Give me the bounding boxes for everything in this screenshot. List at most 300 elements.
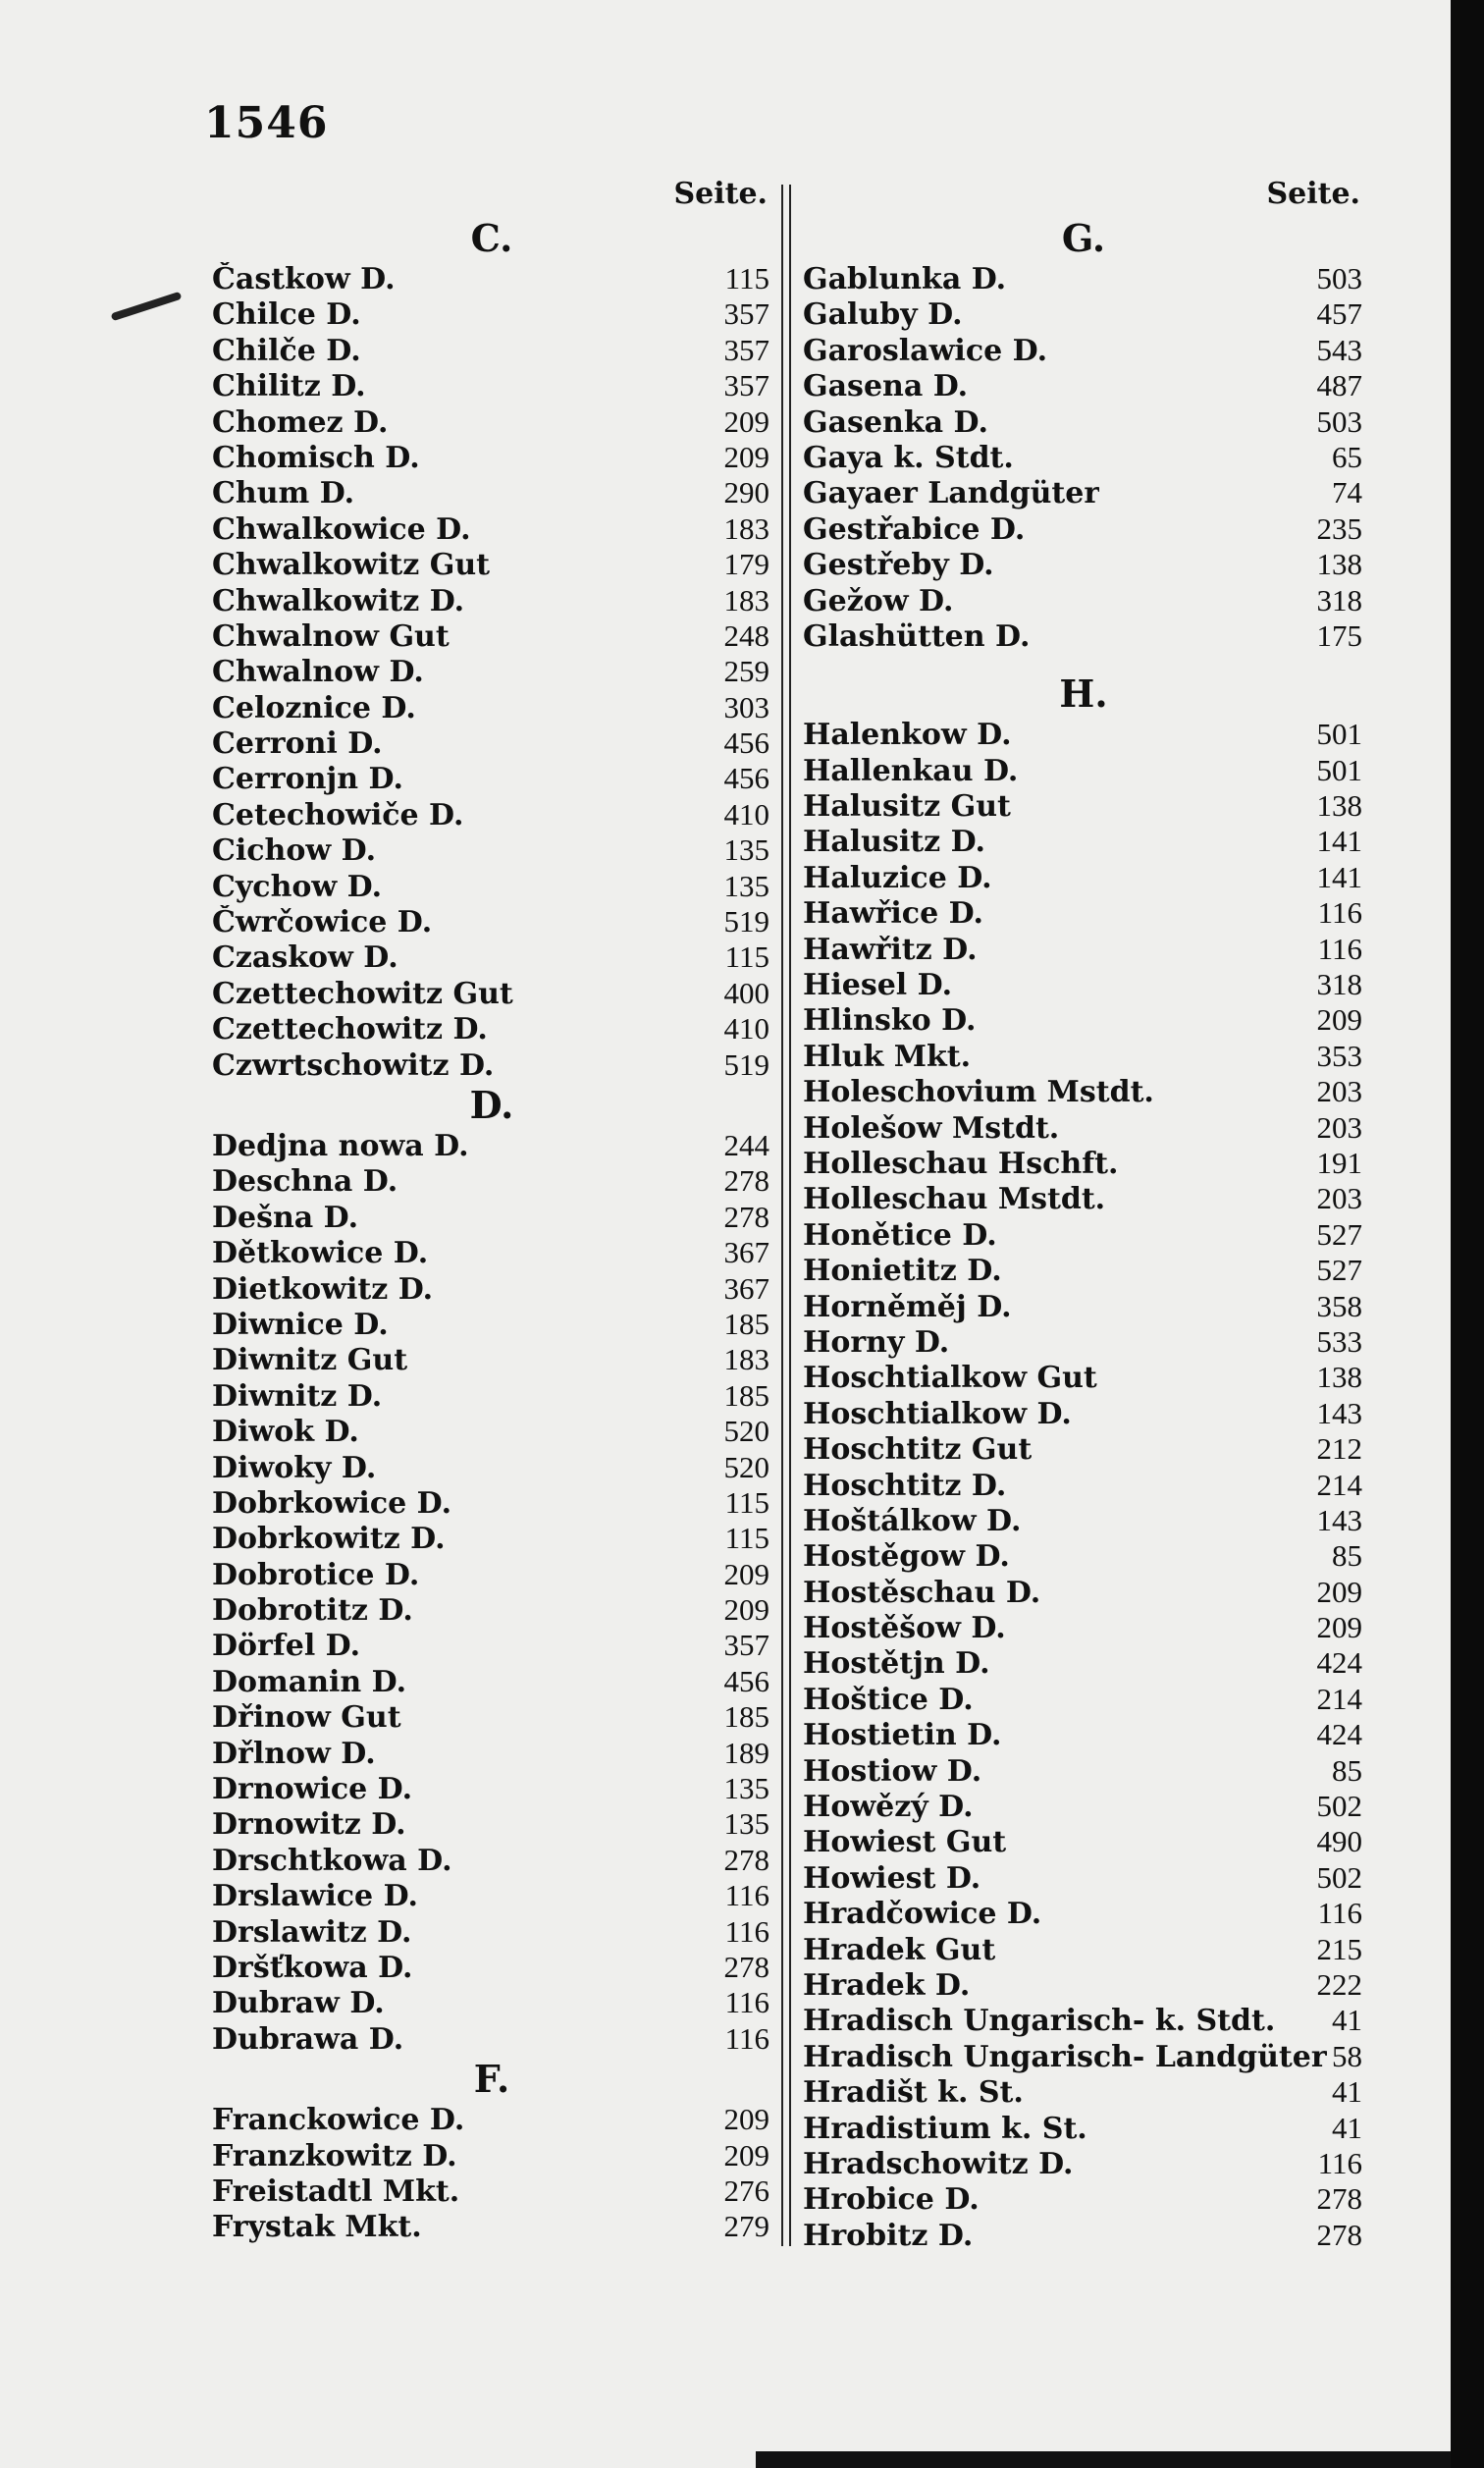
entry-page: 143 — [1316, 1395, 1362, 1430]
entry-name: Hoštice D. — [803, 1682, 974, 1717]
index-entry — [803, 583, 1364, 618]
index-entry — [212, 1592, 771, 1628]
entry-page: 357 — [723, 296, 769, 332]
entry-name: Hradisch Ungarisch- Landgüter — [803, 2039, 1327, 2074]
entry-page: 457 — [1316, 296, 1362, 332]
entry-name: Drnowitz D. — [212, 1807, 406, 1843]
entry-page: 41 — [1332, 2003, 1362, 2038]
entry-name: Dörfel D. — [212, 1629, 361, 1664]
index-entry — [212, 761, 771, 796]
index-entry — [212, 869, 771, 904]
entry-page: 501 — [1316, 752, 1362, 787]
index-entry — [803, 1146, 1364, 1181]
entry-page: 278 — [723, 1842, 769, 1877]
entry-page: 41 — [1332, 2110, 1362, 2145]
entry-page: 203 — [1316, 1074, 1362, 1109]
index-entry — [212, 1485, 771, 1521]
entry-name: Hostětjn D. — [803, 1646, 990, 1682]
entry-name: Hradistium k. St. — [803, 2111, 1087, 2146]
entry-name: Franzkowitz D. — [212, 2138, 457, 2173]
entry-name: Drslawice D. — [212, 1879, 418, 1914]
entry-name: Hradek Gut — [803, 1932, 996, 1967]
entry-name: Chwalnow D. — [212, 655, 424, 690]
entry-page: 456 — [723, 761, 769, 796]
entry-page: 367 — [723, 1235, 769, 1270]
entry-name: Diwnice D. — [212, 1307, 389, 1342]
index-entry — [803, 1645, 1364, 1681]
entry-name: Častkow D. — [212, 262, 396, 296]
left-column — [212, 177, 771, 2245]
entry-name: Hoštálkow D. — [803, 1503, 1022, 1538]
index-entry — [212, 1414, 771, 1449]
index-entry — [803, 1431, 1364, 1467]
index-entry — [212, 511, 771, 547]
entry-name: Hawřice D. — [803, 896, 983, 932]
entry-name: Holeschovium Mstdt. — [803, 1075, 1154, 1110]
entry-page: 353 — [1316, 1038, 1362, 1073]
entry-name: Dubrawa D. — [212, 2021, 404, 2057]
index-entry — [803, 1717, 1364, 1752]
index-entry — [803, 717, 1364, 752]
entry-page: 235 — [1316, 510, 1362, 546]
entry-page: 65 — [1332, 439, 1362, 474]
entry-name: Gablunka D. — [803, 262, 1007, 296]
index-entry — [212, 939, 771, 975]
right-column — [803, 177, 1364, 2253]
entry-name: Drnowice D. — [212, 1772, 413, 1807]
entry-name: Halenkow D. — [803, 718, 1012, 753]
index-entry — [803, 1860, 1364, 1896]
index-entry — [212, 261, 771, 296]
entry-name: Hrobitz D. — [803, 2218, 974, 2253]
entry-name: Hostěšow D. — [803, 1611, 1006, 1646]
entry-name: Hoschtitz Gut — [803, 1432, 1033, 1468]
index-entry — [803, 1538, 1364, 1574]
entry-page: 189 — [723, 1735, 769, 1770]
column-divider — [781, 185, 791, 2246]
index-entry — [212, 690, 771, 725]
entry-name: Cerroni D. — [212, 726, 383, 762]
entry-name: Haluzice D. — [803, 860, 992, 895]
entry-name: Hradschowitz D. — [803, 2146, 1074, 2181]
entry-name: Czettechowitz Gut — [212, 976, 513, 1011]
entry-page: 519 — [723, 904, 769, 939]
index-entry — [212, 2173, 771, 2209]
entry-page: 279 — [723, 2209, 769, 2244]
entry-name: Chilče D. — [212, 333, 361, 368]
index-entry — [212, 1914, 771, 1950]
left-column-header: Seite. — [673, 177, 768, 211]
index-entry — [803, 824, 1364, 859]
entry-page: 358 — [1316, 1288, 1362, 1323]
index-entry — [212, 1307, 771, 1342]
entry-name: Gaya k. Stdt. — [803, 440, 1014, 475]
index-entry — [212, 976, 771, 1011]
entry-name: Gasenka D. — [803, 404, 988, 440]
entry-page: 115 — [724, 1484, 769, 1520]
index-entry — [803, 1360, 1364, 1395]
index-entry — [803, 333, 1364, 368]
index-entry — [212, 1985, 771, 2020]
entry-name: Dřlnow D. — [212, 1736, 376, 1771]
entry-page: 318 — [1316, 582, 1362, 617]
index-entry — [212, 797, 771, 832]
index-entry — [803, 2074, 1364, 2110]
entry-page: 400 — [723, 975, 769, 1010]
entry-name: Dietkowitz D. — [212, 1271, 434, 1307]
index-entry — [803, 475, 1364, 510]
entry-name: Gestřabice D. — [803, 511, 1026, 547]
index-entry — [212, 1450, 771, 1485]
index-entry — [803, 2111, 1364, 2146]
index-entry — [212, 654, 771, 689]
index-entry — [803, 261, 1364, 296]
entry-page: 209 — [1316, 1002, 1362, 1038]
index-entry — [212, 368, 771, 403]
entry-page: 135 — [723, 832, 769, 868]
entry-name: Čwrčowice D. — [212, 905, 433, 940]
entry-name: Diwok D. — [212, 1415, 359, 1450]
index-entry — [803, 1002, 1364, 1038]
entry-page: 209 — [1316, 1610, 1362, 1645]
entry-page: 116 — [1317, 2145, 1362, 2180]
entry-page: 248 — [723, 617, 769, 653]
entry-name: Chwalkowitz Gut — [212, 548, 490, 583]
entry-name: Drslawitz D. — [212, 1914, 412, 1950]
entry-page: 278 — [723, 1949, 769, 1984]
entry-name: Cetechowiče D. — [212, 797, 464, 832]
index-entry — [803, 1074, 1364, 1109]
index-entry — [803, 1039, 1364, 1074]
page-edge — [1451, 0, 1484, 2468]
entry-page: 141 — [1316, 859, 1362, 894]
entry-page: 259 — [723, 654, 769, 689]
entry-name: Halusitz Gut — [803, 789, 1011, 825]
entry-page: 490 — [1316, 1824, 1362, 1859]
index-entry — [212, 1047, 771, 1083]
index-entry — [212, 404, 771, 440]
entry-name: Cychow D. — [212, 869, 383, 904]
entry-name: Drschtkowa D. — [212, 1843, 452, 1878]
entry-page: 116 — [1317, 1896, 1362, 1931]
entry-page: 209 — [723, 439, 769, 474]
entry-page: 367 — [723, 1270, 769, 1306]
section-letter: F. — [473, 2057, 510, 2102]
entry-name: Chilitz D. — [212, 369, 366, 404]
entry-page: 116 — [724, 1985, 769, 2020]
entry-page: 357 — [723, 332, 769, 367]
index-entry — [803, 1324, 1364, 1360]
pencil-mark — [111, 292, 183, 321]
entry-page: 138 — [1316, 1360, 1362, 1395]
entry-page: 456 — [723, 1663, 769, 1698]
entry-page: 501 — [1316, 717, 1362, 752]
index-entry — [803, 1289, 1364, 1324]
index-entry — [212, 583, 771, 618]
index-entry — [212, 2102, 771, 2137]
index-entry — [212, 1271, 771, 1307]
index-entry — [212, 1557, 771, 1592]
index-entry — [212, 1878, 771, 1913]
entry-page: 135 — [723, 1806, 769, 1842]
entry-page: 410 — [723, 1011, 769, 1046]
entry-name: Hostěschau D. — [803, 1575, 1041, 1610]
entry-name: Horny D. — [803, 1324, 950, 1360]
entry-page: 527 — [1316, 1253, 1362, 1288]
entry-page: 214 — [1316, 1681, 1362, 1716]
entry-page: 424 — [1316, 1717, 1362, 1752]
index-entry — [803, 932, 1364, 967]
entry-page: 303 — [723, 689, 769, 724]
index-entry — [212, 1011, 771, 1046]
index-entry — [803, 511, 1364, 547]
entry-page: 543 — [1316, 332, 1362, 367]
entry-page: 203 — [1316, 1181, 1362, 1216]
index-entry — [803, 967, 1364, 1002]
entry-name: Celoznice D. — [212, 690, 416, 725]
entry-page: 215 — [1316, 1931, 1362, 1966]
entry-name: Diwoky D. — [212, 1450, 377, 1485]
entry-name: Dršťkowa D. — [212, 1950, 413, 1985]
entry-page: 290 — [723, 475, 769, 510]
entry-page: 212 — [1316, 1431, 1362, 1467]
index-entry — [803, 1110, 1364, 1146]
index-entry — [212, 1806, 771, 1842]
index-entry — [212, 1163, 771, 1199]
entry-page: 222 — [1316, 1966, 1362, 2002]
entry-page: 424 — [1316, 1645, 1362, 1681]
entry-page: 502 — [1316, 1789, 1362, 1824]
entry-page: 116 — [724, 1913, 769, 1949]
index-entry — [212, 440, 771, 475]
index-entry — [212, 1342, 771, 1377]
entry-page: 183 — [723, 510, 769, 546]
index-entry — [212, 1378, 771, 1414]
entry-name: Hradek D. — [803, 1967, 971, 2003]
entry-name: Franckowice D. — [212, 2103, 465, 2138]
entry-name: Hostěgow D. — [803, 1539, 1010, 1575]
index-entry — [803, 1217, 1364, 1253]
entry-name: Hradisch Ungarisch- k. Stdt. — [803, 2004, 1276, 2039]
entry-page: 209 — [723, 2102, 769, 2137]
index-entry — [212, 475, 771, 510]
entry-page: 244 — [723, 1127, 769, 1162]
entry-name: Hoschtialkow Gut — [803, 1361, 1097, 1396]
entry-name: Hrobice D. — [803, 2182, 980, 2218]
entry-name: Hluk Mkt. — [803, 1039, 972, 1074]
entry-page: 85 — [1332, 1752, 1362, 1788]
index-entry — [212, 618, 771, 654]
entry-name: Dobrotitz D. — [212, 1593, 413, 1629]
entry-page: 58 — [1332, 2038, 1362, 2073]
index-entry — [803, 2039, 1364, 2074]
right-column-header: Seite. — [1266, 177, 1360, 211]
entry-name: Horněměj D. — [803, 1289, 1012, 1324]
entry-name: Hallenkau D. — [803, 753, 1019, 788]
entry-page: 115 — [724, 261, 769, 295]
entry-name: Czettechowitz D. — [212, 1012, 488, 1047]
entry-page: 135 — [723, 868, 769, 903]
index-entry — [212, 1950, 771, 1985]
entry-page: 138 — [1316, 547, 1362, 582]
index-entry — [803, 1468, 1364, 1503]
entry-page: 209 — [723, 403, 769, 439]
index-entry — [212, 2138, 771, 2173]
index-entry — [212, 547, 771, 582]
index-entry — [803, 404, 1364, 440]
entry-page: 175 — [1316, 617, 1362, 653]
entry-name: Gestřeby D. — [803, 548, 994, 583]
index-entry — [803, 1932, 1364, 1967]
index-entry — [803, 1503, 1364, 1538]
entry-page: 116 — [724, 2020, 769, 2056]
index-entry — [803, 440, 1364, 475]
entry-name: Howězý D. — [803, 1790, 974, 1825]
entry-name: Cerronjn D. — [212, 762, 403, 797]
index-entry — [803, 2003, 1364, 2038]
entry-name: Deschna D. — [212, 1164, 398, 1200]
index-entry — [803, 2146, 1364, 2181]
entry-name: Hlinsko D. — [803, 1003, 977, 1039]
entry-page: 143 — [1316, 1502, 1362, 1537]
entry-name: Honietitz D. — [803, 1254, 1002, 1289]
entry-name: Chwalnow Gut — [212, 618, 450, 654]
section-letter: D. — [469, 1082, 514, 1127]
index-entry — [803, 547, 1364, 582]
entry-page: 185 — [723, 1699, 769, 1735]
index-entry — [803, 368, 1364, 403]
entry-name: Chwalkowitz D. — [212, 583, 465, 618]
entry-name: Chum D. — [212, 476, 355, 511]
index-entry — [803, 1253, 1364, 1288]
entry-page: 115 — [724, 939, 769, 975]
entry-name: Hiesel D. — [803, 968, 953, 1003]
entry-page: 138 — [1316, 788, 1362, 824]
entry-page: 203 — [1316, 1109, 1362, 1145]
entry-name: Hradčowice D. — [803, 1897, 1042, 1932]
entry-name: Dobrkowitz D. — [212, 1522, 446, 1557]
entry-page: 85 — [1332, 1538, 1362, 1574]
index-entry — [212, 1699, 771, 1735]
entry-page: 456 — [723, 725, 769, 761]
entry-page: 357 — [723, 1628, 769, 1663]
entry-page: 185 — [723, 1306, 769, 1341]
entry-name: Domanin D. — [212, 1664, 407, 1699]
entry-page: 209 — [1316, 1574, 1362, 1609]
entry-page: 191 — [1316, 1145, 1362, 1180]
entry-name: Chilce D. — [212, 297, 361, 333]
entry-name: Dobrotice D. — [212, 1557, 420, 1592]
entry-name: Halusitz D. — [803, 825, 986, 860]
entry-name: Hawřitz D. — [803, 932, 978, 967]
entry-name: Freistadtl Mkt. — [212, 2173, 460, 2209]
index-entry — [212, 1843, 771, 1878]
entry-name: Howiest D. — [803, 1860, 981, 1896]
index-entry — [803, 895, 1364, 931]
index-entry — [803, 1967, 1364, 2003]
index-entry — [212, 1200, 771, 1235]
entry-name: Czaskow D. — [212, 940, 398, 976]
section-letter: C. — [470, 216, 513, 260]
entry-page: 41 — [1332, 2074, 1362, 2110]
index-entry — [803, 2181, 1364, 2217]
entry-name: Czwrtschowitz D. — [212, 1047, 495, 1083]
entry-page: 527 — [1316, 1216, 1362, 1252]
entry-page: 74 — [1332, 475, 1362, 510]
index-entry — [803, 618, 1364, 654]
entry-page: 520 — [723, 1414, 769, 1449]
index-entry — [212, 1235, 771, 1270]
entry-name: Honětice D. — [803, 1217, 997, 1253]
entry-page: 141 — [1316, 824, 1362, 859]
index-entry — [212, 296, 771, 332]
index-entry — [803, 296, 1364, 332]
entry-name: Diwnitz Gut — [212, 1343, 408, 1378]
entry-name: Glashütten D. — [803, 618, 1031, 654]
entry-page: 116 — [1317, 931, 1362, 966]
entry-name: Dedjna nowa D. — [212, 1128, 469, 1163]
entry-page: 410 — [723, 796, 769, 832]
entry-page: 135 — [723, 1771, 769, 1806]
index-entry — [212, 333, 771, 368]
index-entry — [803, 1753, 1364, 1789]
entry-name: Galuby D. — [803, 297, 963, 333]
entry-name: Howiest Gut — [803, 1825, 1007, 1860]
section-letter: G. — [1061, 216, 1106, 260]
index-entry — [803, 1181, 1364, 1216]
entry-page: 533 — [1316, 1323, 1362, 1359]
index-entry — [803, 1896, 1364, 1931]
index-entry — [212, 1128, 771, 1163]
entry-name: Chomisch D. — [212, 440, 420, 475]
index-entry — [212, 2021, 771, 2057]
entry-page: 520 — [723, 1449, 769, 1484]
entry-page: 502 — [1316, 1859, 1362, 1895]
entry-page: 209 — [723, 1592, 769, 1628]
entry-name: Dubraw D. — [212, 1986, 385, 2021]
entry-name: Gasena D. — [803, 369, 969, 404]
entry-page: 116 — [724, 1878, 769, 1913]
entry-name: Dětkowice D. — [212, 1236, 429, 1271]
index-entry — [212, 1521, 771, 1556]
index-entry — [803, 1396, 1364, 1431]
index-entry — [803, 1824, 1364, 1859]
entry-page: 214 — [1316, 1467, 1362, 1502]
entry-name: Holleschau Hschft. — [803, 1146, 1119, 1181]
entry-page: 503 — [1316, 403, 1362, 439]
index-entry — [803, 2218, 1364, 2253]
entry-page: 357 — [723, 368, 769, 403]
entry-name: Chwalkowice D. — [212, 511, 471, 547]
entry-page: 276 — [723, 2173, 769, 2208]
entry-name: Gayaer Landgüter — [803, 476, 1100, 511]
index-entry — [212, 832, 771, 868]
entry-page: 278 — [1316, 2217, 1362, 2252]
index-entry — [212, 2209, 771, 2244]
entry-name: Dobrkowice D. — [212, 1485, 452, 1521]
index-entry — [803, 860, 1364, 895]
entry-page: 278 — [723, 1199, 769, 1234]
index-entry — [803, 1682, 1364, 1717]
entry-page: 183 — [723, 1342, 769, 1377]
entry-page: 278 — [723, 1163, 769, 1199]
index-entry — [803, 1789, 1364, 1824]
entry-page: 116 — [1317, 895, 1362, 931]
index-entry — [212, 904, 771, 939]
index-entry — [803, 753, 1364, 788]
entry-name: Hostietin D. — [803, 1718, 1002, 1753]
entry-page: 503 — [1316, 261, 1362, 295]
